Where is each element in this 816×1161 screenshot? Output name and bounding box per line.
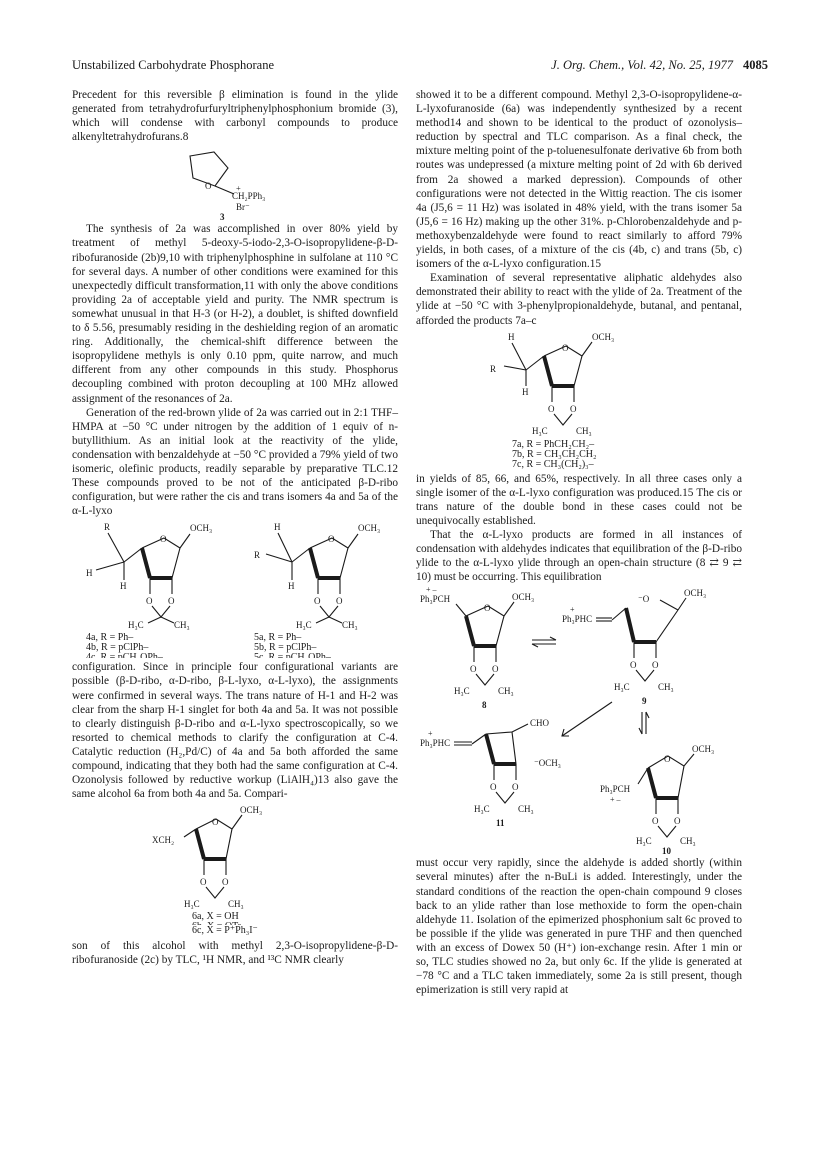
methyl-label: CH₃ <box>576 425 592 436</box>
bond <box>292 548 310 562</box>
structure-6 <box>72 803 398 937</box>
methyl-label: H₃C <box>532 425 548 436</box>
methyl-label: H₃C <box>454 686 470 697</box>
bond <box>656 610 678 642</box>
ring-oxygen: O <box>664 754 671 765</box>
ring-oxygen: O <box>205 181 212 192</box>
charge-label: + – <box>610 795 621 805</box>
compound-label: 11 <box>496 818 505 829</box>
bond <box>678 766 684 798</box>
bond <box>648 768 656 798</box>
paragraph: in yields of 85, 66, and 65%, respectively. In all three cases only a single isomer of the α-L-lyxo configuration was produced.15 The cis or trans nature of the double bond in these cases could not be unequivocally established. <box>416 472 742 527</box>
equilibrium-arrow <box>532 637 556 647</box>
methoxy-label: OCH₃ <box>512 592 535 603</box>
ylide-label: Ph₃PHC <box>420 738 451 749</box>
paragraph: configuration. Since in principle four configurational variants are possible (β-D-ribo, α-D-ribo, β-L-lyxo, α-L-lyxo), the assignments were confirmed in several ways. The trans nature of H-1 and H-2 was clear from the sharp H-1 singlet for both 4a and 5a. It was not possible to clearly distinguish β-D-ribo and α-L-lyxo spectroscopically, so we resorted to chemical methods to clarify the configuration at C-4. Catalytic reduction (H₂,Pd/C) of 4a and 5a both afforded the same compound, indicating that they both had the same configuration at C-4. Ozonolysis followed by reductive workup (LiAlH₄)13 also gave the same alcohol 6a from both 4a and 5a. Compari- <box>72 661 398 801</box>
bond <box>626 608 634 642</box>
bond <box>310 548 318 578</box>
bond <box>512 732 516 764</box>
ring-oxygen: O <box>168 596 175 607</box>
ring-oxygen: O <box>484 603 491 614</box>
bond <box>184 829 196 837</box>
bond <box>142 548 150 578</box>
paragraph: That the α-L-lyxo products are formed in all instances of condensation with aldehydes indicates that equilibration of the β-D-ribo ylide to the α-L-lyxo ylide through an open-chain structure (8 ⇄ 9 ⇄ 10) must be occurring. This equilibration <box>416 528 742 584</box>
methyl-label: H₃C <box>474 804 490 815</box>
bond <box>329 617 342 623</box>
methyl-label: CH₃ <box>658 682 674 693</box>
methyl-label: CH₃ <box>518 804 534 815</box>
paragraph: The synthesis of 2a was accomplished in over 80% yield by treatment of methyl 5-deoxy-5-iodo-2,3-O-isopropylidene-β-D-ribofuranoside (2b)9,10 with triphenylphosphine in sulfolane at 110 °C for several days. A number of other conditions were examined for this unexpectedly difficult transformation,11 with only the above conditions providing 2a of acceptable yield and purity. The NMR spectrum is somewhat unusual in that H-3 (or H-2), a doublet, is shifted downfield to δ 5.56, presumably residing in the deshielding region of an aromatic ring. Additionally, the chemical-shift difference between the isopropylidene methyls is only 0.10 ppm, quite narrow, and much different from any other compounds in this study. Phosphorus decoupling combined with proton decoupling at 100 MHz allowed assignment of the resonances of 2a. <box>72 223 398 405</box>
caption-line: 7a, R = PhCH₂CH₂– <box>512 438 595 450</box>
h-label: H <box>120 581 127 592</box>
methoxy-label: OCH₃ <box>592 331 615 342</box>
ring-oxygen: O <box>652 660 659 671</box>
running-header-right <box>551 58 768 73</box>
h-label: H <box>86 568 93 579</box>
r-label: R <box>490 363 497 374</box>
ring-oxygen: O <box>314 596 321 607</box>
ring-oxygen: O <box>146 596 153 607</box>
ring-bond <box>636 670 654 681</box>
methyl-label: H₃C <box>184 899 200 910</box>
caption-line: 5a, R = Ph– <box>254 632 302 644</box>
ring-bond <box>554 414 572 425</box>
h-label: H <box>288 581 295 592</box>
h-label: H <box>522 386 529 397</box>
ring-bond <box>206 887 224 898</box>
ring-oxygen: O <box>630 660 637 671</box>
structure-3 <box>72 146 398 220</box>
bond <box>226 829 232 859</box>
ring-bond <box>476 674 494 685</box>
ring-oxygen: O <box>336 596 343 607</box>
ring-oxygen: O <box>512 782 519 793</box>
bond <box>684 754 694 766</box>
aldehyde-label: CHO <box>530 718 550 729</box>
bond <box>486 734 494 764</box>
structures-4-5 <box>72 520 398 658</box>
ylide-label: Ph₃PHC <box>562 614 593 625</box>
ring-oxygen: O <box>562 342 569 353</box>
running-header-left: Unstabilized Carbohydrate Phosphorane <box>72 58 275 72</box>
caption-line: 6a, X = OH <box>192 911 239 923</box>
methyl-label: CH₃ <box>342 620 358 631</box>
ring-oxygen: O <box>652 816 659 827</box>
ring-bond <box>320 606 338 617</box>
methoxy-label: OCH₃ <box>358 523 381 534</box>
bond <box>660 600 678 610</box>
methyl-label: H₃C <box>128 620 144 631</box>
bond <box>180 534 190 548</box>
methyl-label: CH₃ <box>680 836 696 847</box>
paragraph: must occur very rapidly, since the aldehyde is added shortly (within several minutes) after the n-BuLi is added. Interestingly, under the standard conditions of the reaction the open-chain compound 9 closes back to an ylide rather than lose methoxide to form the open-chain aldehyde 11. Isolation of the epimerized phosphonium salt 6c proved to be possible if the ylide was generated in pure THF and then quenched with an excess of Dowex 50 (H⁺) ion-exchange resin. After 1 min or so, TLC studies showed no 2a, but only 6c. If the ylide is generated at −78 °C and a TLC taken immediately, some 2a is still present, though epimerization is still very rapid at <box>416 857 742 997</box>
methoxide-label: ⁻OCH₃ <box>534 758 561 769</box>
paragraph: showed it to be a different compound. Methyl 2,3-O-isopropylidene-α-L-lyxofuranoside (6a) was independently synthesized by a recent method14 and shown to be identical to the product of ozonolysis–reduction by spectral and TLC comparison. As a final check, the mixture melting point of the p-toluenesulfonate derivative 6b from both routes was undepressed (a mixture melting point of 2d with 6b derived from 2a showed a marked depression). Compounds of other configurations were not detected in the Wittig reaction. The cis isomer 4a (J5,6 = 11 Hz) was isolated in 48% yield, with the trans isomer 5a (J5,6 = 16 Hz) making up the other 31%. p-Chlorobenzaldehyde and p-methoxybenzaldehyde were found to react similarly to afford 79% yields, in both cases, of a mixture of the cis (4b, c) and trans (5b, c) isomers of the α-L-lyxo configuration.15 <box>416 89 742 271</box>
bond <box>544 356 552 386</box>
r-label: R <box>254 550 261 561</box>
bond <box>124 548 142 562</box>
substituent-label: CH₂PPh₃ <box>232 191 266 202</box>
bond <box>466 616 474 646</box>
bond <box>348 534 358 548</box>
caption-line: 4b, R = pClPh– <box>86 642 149 654</box>
methyl-label: H₃C <box>296 620 312 631</box>
methyl-label: CH₃ <box>228 899 244 910</box>
bond <box>278 533 292 562</box>
methoxy-label: OCH₃ <box>684 588 707 599</box>
ylide-label: Ph₃PCH <box>600 784 631 795</box>
caption-line: 5b, R = pClPh– <box>254 642 317 654</box>
bond <box>638 768 648 784</box>
bond <box>148 617 161 623</box>
ring-oxygen: O <box>548 403 555 414</box>
bond <box>340 548 348 578</box>
bond <box>196 829 204 859</box>
methyl-label: CH₃ <box>498 686 514 697</box>
bond <box>678 598 686 610</box>
structure-4 <box>86 522 212 658</box>
bond <box>504 366 526 370</box>
right-column <box>416 88 742 997</box>
compound-label: 3 <box>220 212 225 221</box>
bond <box>504 602 514 616</box>
bond <box>456 604 466 616</box>
ring-oxygen: O <box>674 816 681 827</box>
r-label: R <box>104 522 111 533</box>
structure-5 <box>254 522 380 658</box>
page-number: 4085 <box>743 58 768 72</box>
bond <box>512 343 526 370</box>
bond <box>612 608 626 620</box>
ring-oxygen: O <box>490 782 497 793</box>
bond <box>486 732 512 734</box>
bond <box>582 342 592 356</box>
ring-oxygen: O <box>200 877 207 888</box>
substituent-label: XCH₂ <box>152 835 175 846</box>
ring-oxygen: O <box>470 664 477 675</box>
charge-label: + – <box>426 586 437 595</box>
plus-charge: + <box>236 183 241 194</box>
compound-label: 9 <box>642 696 647 707</box>
structure-9 <box>562 588 706 706</box>
methoxy-label: OCH₃ <box>692 744 715 755</box>
structure-8 <box>420 586 534 710</box>
bond <box>472 734 486 744</box>
bond <box>266 554 292 562</box>
ring-bond <box>152 606 170 617</box>
bond <box>172 548 180 578</box>
bond <box>108 533 124 562</box>
methyl-label: CH₃ <box>174 620 190 631</box>
bond <box>496 616 504 646</box>
ring-oxygen: O <box>212 817 219 828</box>
equilibrium-scheme <box>416 586 742 854</box>
paragraph: Precedent for this reversible β elimination is found in the ylide generated from tetrahydrofurfuryltriphenylphosphonium bromide (3), which will condense with carbonyl compounds to produce alkenyltetrahydrofurans.8 <box>72 89 398 144</box>
ring-bond <box>496 792 514 803</box>
caption-line: 6c, X = P⁺Ph₃I⁻ <box>192 925 258 937</box>
methyl-label: H₃C <box>636 836 652 847</box>
compound-label: 8 <box>482 700 487 711</box>
ring-oxygen: O <box>160 534 167 545</box>
methoxy-label: OCH₃ <box>190 523 213 534</box>
equilibrium-arrow <box>639 712 649 734</box>
caption-line: 4a, R = Ph– <box>86 632 134 644</box>
plus-charge: + <box>570 605 575 615</box>
plus-charge: + <box>428 729 433 739</box>
paragraph: son of this alcohol with methyl 2,3-O-isopropylidene-β-D-ribofuranoside (2c) by TLC, ¹H NMR, and ¹³C NMR clearly <box>72 940 398 967</box>
caption-line: 7b, R = CH₃CH₂CH₂ <box>512 448 597 460</box>
ring-oxygen: O <box>222 877 229 888</box>
paragraph: Generation of the red-brown ylide of 2a was carried out in 2:1 THF–HMPA at −50 °C under nitrogen by the addition of 1 equiv of n-butyllithium. As an initial look at the reactivity of the ylide, condensation with benzaldehyde at −50 °C provided a 79% yield of two isomeric, olefinic products, readily separable by preparative TLC.12 These compounds proved to be not of the anticipated β-D-ribo configuration, but were rather the cis and trans isomers 4a and 5a of the α-L-lyxo <box>72 406 398 518</box>
h-label: H <box>274 522 281 533</box>
methyl-label: H₃C <box>614 682 630 693</box>
bond <box>574 356 582 386</box>
counter-ion: Br⁻ <box>236 202 250 213</box>
caption-line: 4c, R = pCH₃OPh– <box>86 652 163 659</box>
structure-10 <box>600 744 714 854</box>
reaction-arrow <box>562 702 612 736</box>
compound-label: 10 <box>662 846 671 855</box>
journal-citation: J. Org. Chem., Vol. 42, No. 25, 1977 <box>551 58 733 72</box>
bond <box>512 724 528 732</box>
bond <box>232 815 242 829</box>
structure-7 <box>416 330 742 470</box>
ring-oxygen: O <box>328 534 335 545</box>
left-column <box>72 88 398 967</box>
ring-oxygen: O <box>570 403 577 414</box>
ring-bond <box>658 826 676 837</box>
alkoxide-label: ⁻O <box>638 594 650 605</box>
h-label: H <box>508 331 515 342</box>
paragraph: Examination of several representative aliphatic aldehydes also demonstrated their ability to react with the ylide of 2a. Treatment of the ylide at −50 °C with 3-phenylpropionaldehyde, butanal, and pentanal, afforded the products 7a–c <box>416 272 742 327</box>
ylide-label: Ph₃PCH <box>420 594 451 605</box>
caption-line: 7c, R = CH₃(CH₂)₃– <box>512 458 594 470</box>
caption-line: 5c, R = pCH₃OPh– <box>254 652 331 659</box>
ring-oxygen: O <box>492 664 499 675</box>
structure-11 <box>420 718 561 828</box>
bond <box>161 617 174 623</box>
bond <box>316 617 329 623</box>
methoxy-label: OCH₃ <box>240 805 263 816</box>
bond <box>526 356 544 370</box>
bond <box>96 562 124 570</box>
